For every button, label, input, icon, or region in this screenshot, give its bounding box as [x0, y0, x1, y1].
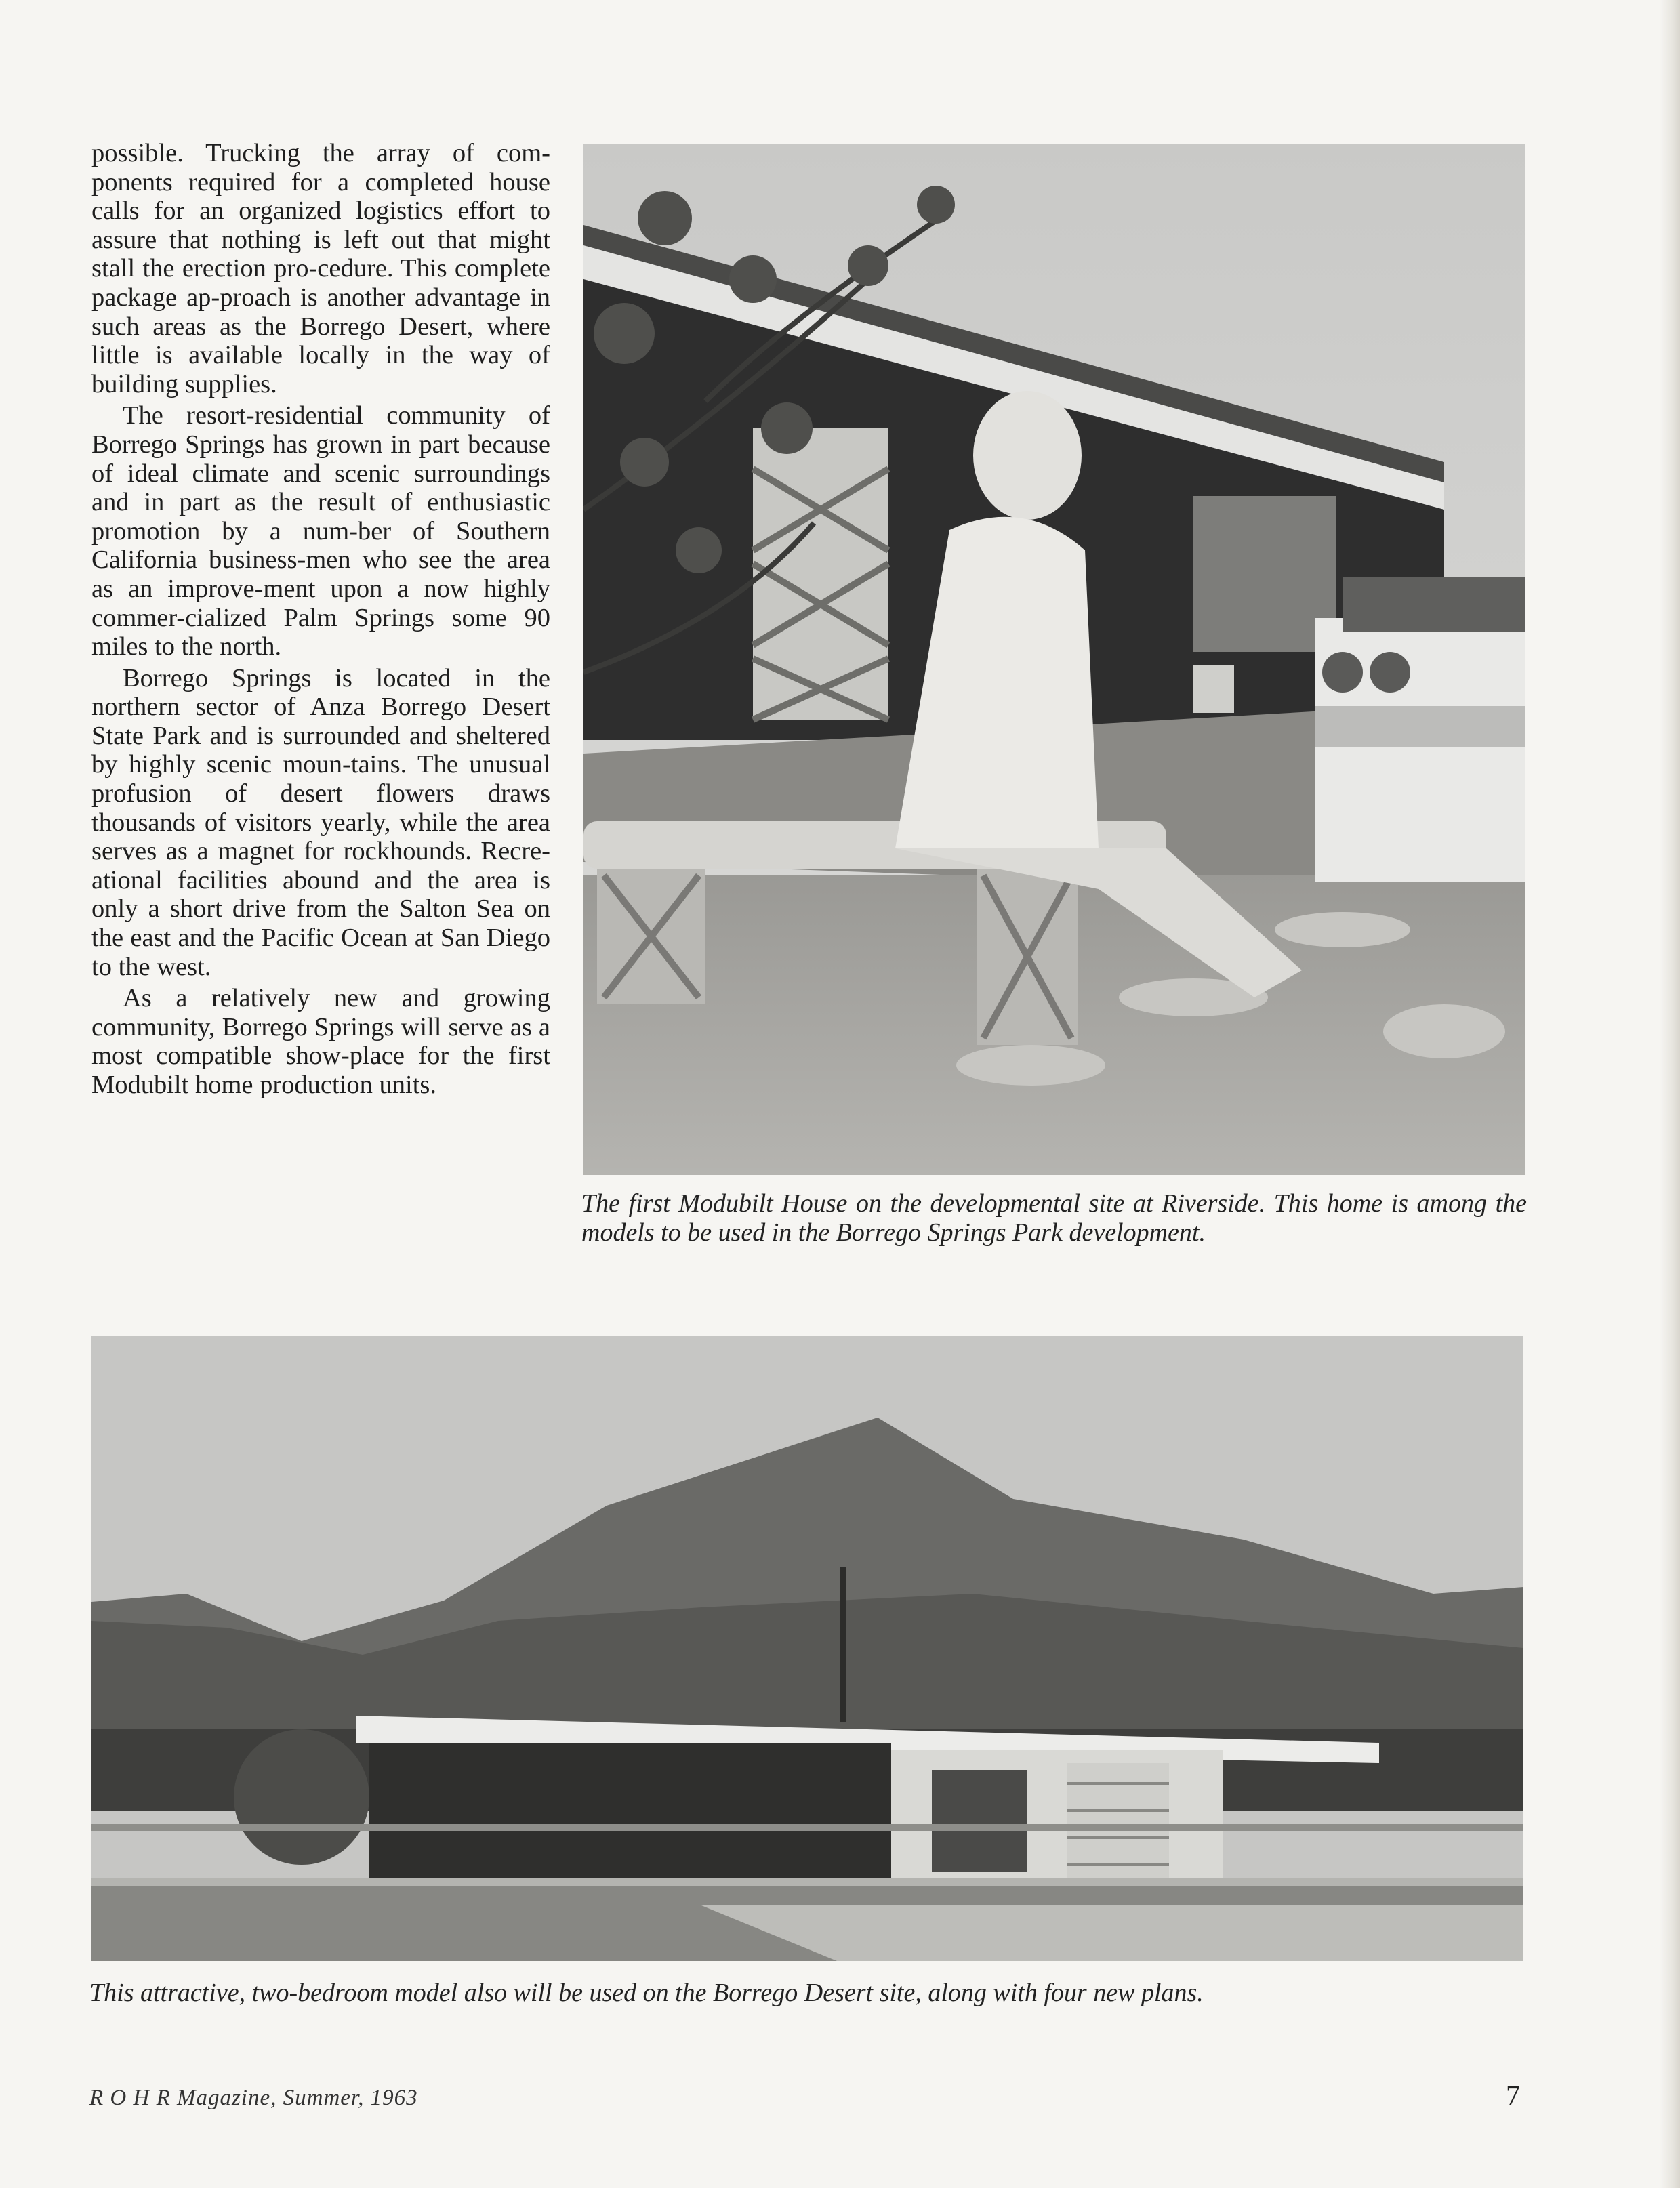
- article-paragraph-1: possible. Trucking the array of com-ponents required for a completed house calls for an organized logistics effort to assure that nothing is left out that might stall the erection pro-cedure. This complete package ap-proach is another advantage in such areas as the Borrego Desert, where little is available locally in the way of building supplies.: [91, 139, 550, 398]
- photo-house-mountain: [91, 1336, 1523, 1961]
- article-paragraph-3: Borrego Springs is located in the northern sector of Anza Borrego Desert State Park and is surrounded and sheltered by highly scenic moun-tains. The unusual profusion of desert flowers draws thousands of visitors yearly, while the area serves as a magnet for rockhounds. Recre-ational facilities abound and the area is only a short drive from the Salton Sea on the east and the Pacific Ocean at San Diego to the west.: [91, 663, 550, 981]
- article-paragraph-4: As a relatively new and growing community, Borrego Springs will serve as a most compatible show-place for the first Modubilt home production units.: [91, 984, 550, 1099]
- publication-footer: R O H R Magazine, Summer, 1963: [89, 2086, 418, 2110]
- article-paragraph-2: The resort-residential community of Borrego Springs has grown in part because of ideal climate and scenic surroundings and in part as the result of enthusiastic promotion by a num-ber of Southern California business-men who see the area as an improve-ment upon a now highly commer-cialized Palm Springs some 90 miles to the north.: [91, 401, 550, 661]
- page-number: 7: [1506, 2081, 1520, 2112]
- page-edge: [1660, 0, 1680, 2188]
- photo-caption-top: The first Modubilt House on the developmental site at Riverside. This home is among the models to be used in the Borrego Springs Park development.: [581, 1189, 1527, 1247]
- photo-woman-on-bench: [583, 144, 1525, 1175]
- photo-caption-bottom: This attractive, two-bedroom model also will be used on the Borrego Desert site, along with four new plans.: [89, 1979, 1204, 2007]
- article-column: [91, 139, 550, 1100]
